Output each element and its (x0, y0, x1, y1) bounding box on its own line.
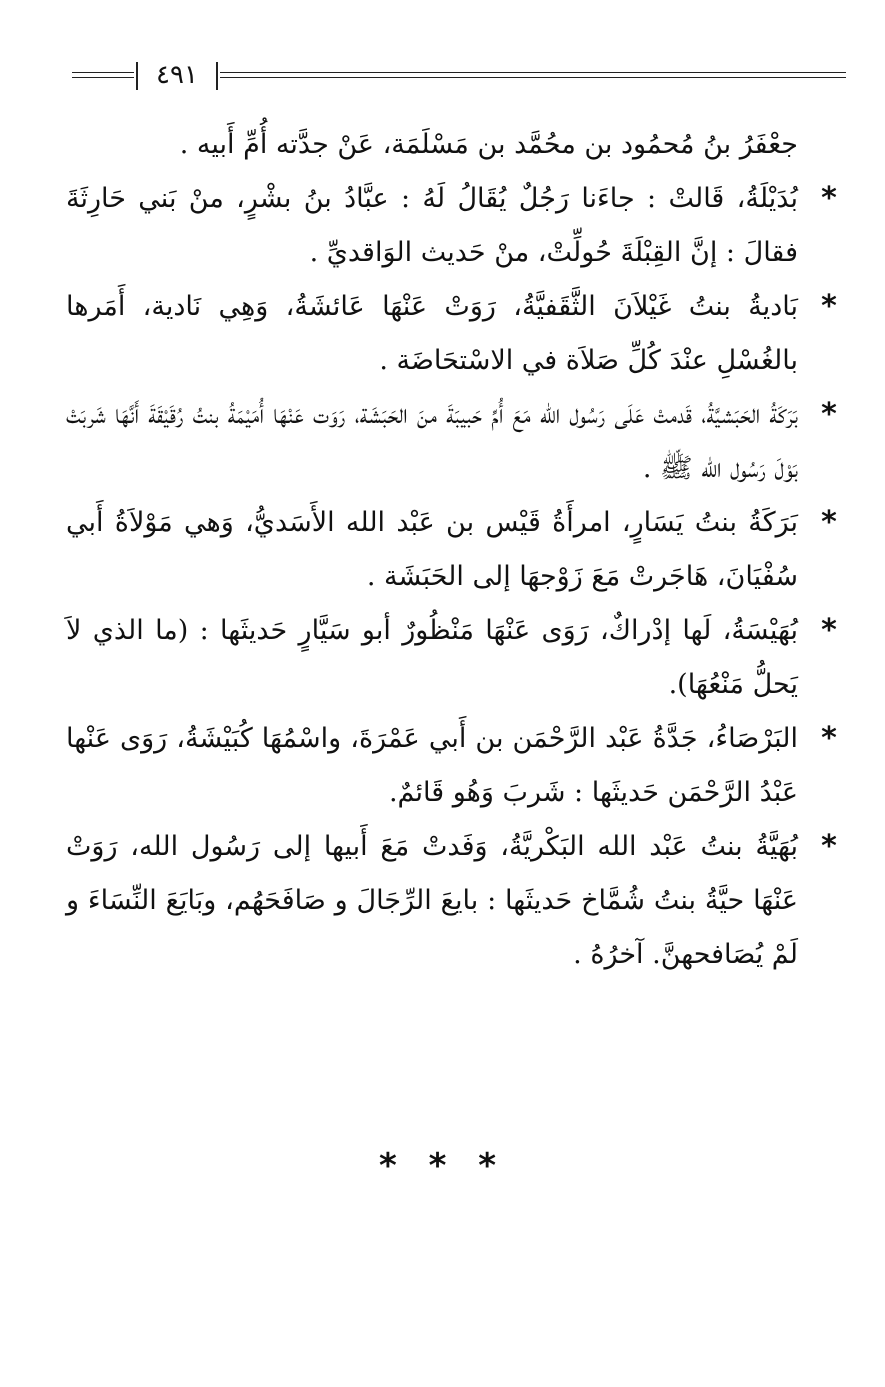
bullet-star: * (821, 289, 837, 324)
section-end-stars: * * * (378, 1146, 506, 1186)
entry-text: بُهَيْسَةُ، لَها إدْراكٌ، رَوَى عَنْهَا مَنْظُورٌ أبو سَيَّارٍ حَديثَها : (ما الذي لاَ يَحلُّ مَنْعُهَا). (66, 615, 798, 700)
entry-text: بَاديةُ بنتُ غَيْلاَنَ الثَّقَفيَّةُ، رَوَتْ عَنْهَا عَائشَةُ، وَهِي نَادية، أَمَرها بالغُسْلِ عنْدَ كُلِّ صَلاَة في الاسْتحَاضَة . (66, 291, 798, 376)
entry-text: بُدَيْلَةُ، قَالتْ : جاءَنا رَجُلٌ يُقَالُ لَهُ : عبَّادُ بنُ بشْرٍ، منْ بَني حَارِثَةَ فقالَ : إنَّ القِبْلَةَ حُولِّتْ، منْ حَديث الوَاقديِّ . (66, 183, 798, 268)
bullet-star: * (821, 181, 837, 216)
entry-text: جعْفَرُ بنُ مُحمُود بن محُمَّد بن مَسْلَمَة، عَنْ جدَّته أُمِّ أَبيه . (179, 129, 798, 160)
entry-text: بُهَيَّةُ بنتُ عَبْد الله البَكْريَّةُ، وَفَدتْ مَعَ أَبيها إلى رَسُول الله، رَوَتْ عَنْهَا حيَّةُ بنتُ شُمَّاخ حَديثَها : بايعَ الرِّجَالَ و صَافَحَهُم، وبَايَعَ النِّسَاءَ و لَمْ يُصَافحهنَّ. آخرُهُ . (66, 831, 798, 970)
header-rule-left (72, 72, 134, 78)
bullet-star: * (821, 613, 837, 648)
bullet-star: * (821, 721, 837, 756)
entry-buhaysah (66, 604, 846, 712)
header-tick-left (136, 62, 138, 90)
entry-barakah-bint-yasar (66, 496, 846, 604)
header-tick-right (216, 62, 218, 90)
page-content (66, 118, 846, 982)
entry-text: بَرَكَةُ الحَبَشيَّةُ، قَدمتْ عَلَى رَسُول الله مَعَ أُمِّ حَبيبَةَ منَ الحَبَشَة، رَوَت عَنْهَا أُمَيْمَةُ بنتُ رُقَيْقَةَ أَنَّهَا شَربَتْ بَوْلَ رَسُول الله ﷺ . (66, 399, 798, 484)
header-rule-right (220, 72, 846, 78)
entry-budaylah (66, 172, 846, 280)
bullet-star: * (821, 397, 837, 432)
page-header (72, 58, 846, 98)
entry-text: البَرْصَاءُ، جَدَّةُ عَبْد الرَّحْمَن بن أَبي عَمْرَةَ، واسْمُهَا كُبَيْشَةُ، رَوَى عَنْها عَبْدُ الرَّحْمَن حَديثَها : شَربَ وَهُو قَائمٌ. (66, 723, 798, 808)
entry-badiyah (66, 280, 846, 388)
bullet-star: * (821, 829, 837, 864)
bullet-star: * (821, 505, 837, 540)
entry-continuation (66, 118, 846, 172)
entry-barsa (66, 712, 846, 820)
entry-barakah-habashiyyah (66, 388, 846, 496)
page-number: ٤٩١ (156, 60, 198, 90)
entry-text: بَرَكَةُ بنتُ يَسَارٍ، امرأَةُ قَيْس بن عَبْد الله الأَسَديُّ، وَهي مَوْلاَةُ أَبي سُفْيَانَ، هَاجَرتْ مَعَ زَوْجهَا إلى الحَبَشَة . (66, 507, 798, 592)
entry-buhayyah (66, 820, 846, 982)
